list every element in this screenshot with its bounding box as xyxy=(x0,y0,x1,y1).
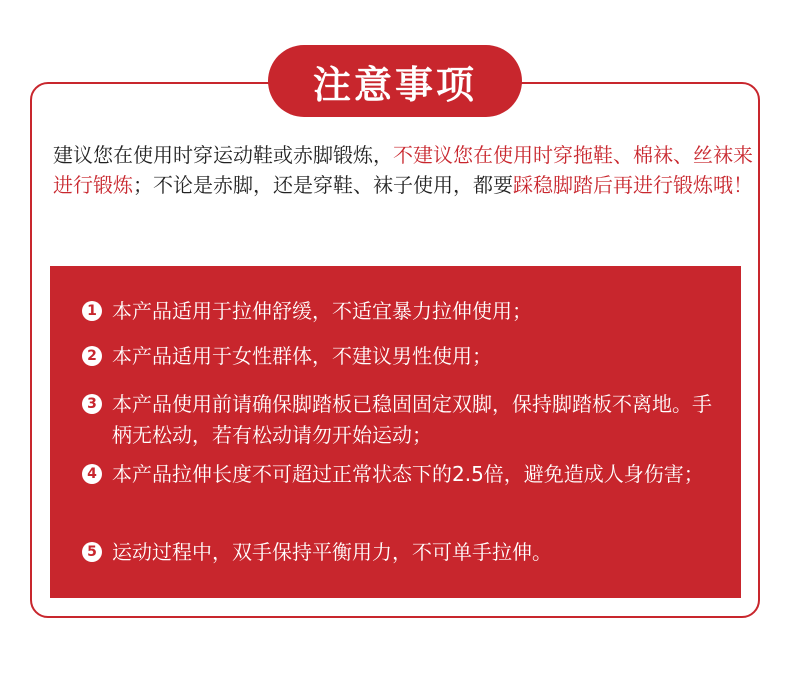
notice-item-1 xyxy=(82,296,722,327)
notice-item-4 xyxy=(82,459,722,490)
notice-item-5 xyxy=(82,537,722,568)
number-5-icon: 5 xyxy=(82,542,102,562)
intro-warning-1: 不建议您在使用时穿拖鞋、棉袜、丝袜来进行锻炼 xyxy=(53,143,753,197)
intro-warning-2: 踩稳脚踏后再进行锻炼哦！ xyxy=(513,173,753,197)
notice-item-2 xyxy=(82,341,722,372)
title-banner xyxy=(268,45,522,117)
notice-text-2: 本产品适用于女性群体，不建议男性使用； xyxy=(112,344,492,368)
intro-paragraph xyxy=(53,140,753,200)
intro-text-1: 建议您在使用时穿运动鞋或赤脚锻炼， xyxy=(53,143,393,167)
number-1-icon: 1 xyxy=(82,301,102,321)
number-4-icon: 4 xyxy=(82,464,102,484)
notice-list xyxy=(50,266,741,598)
notice-item-3 xyxy=(82,389,722,451)
page-title: 注意事项 xyxy=(312,62,477,107)
intro-text-2: ；不论是赤脚，还是穿鞋、袜子使用，都要 xyxy=(133,173,513,197)
notice-text-3: 本产品使用前请确保脚踏板已稳固固定双脚，保持脚踏板不离地。手柄无松动，若有松动请勿开始运动； xyxy=(112,392,712,447)
notice-text-1: 本产品适用于拉伸舒缓，不适宜暴力拉伸使用； xyxy=(112,299,532,323)
notice-text-5: 运动过程中，双手保持平衡用力，不可单手拉伸。 xyxy=(112,540,552,564)
number-3-icon: 3 xyxy=(82,394,102,414)
notice-text-4: 本产品拉伸长度不可超过正常状态下的2.5倍，避免造成人身伤害； xyxy=(112,462,704,486)
number-2-icon: 2 xyxy=(82,346,102,366)
